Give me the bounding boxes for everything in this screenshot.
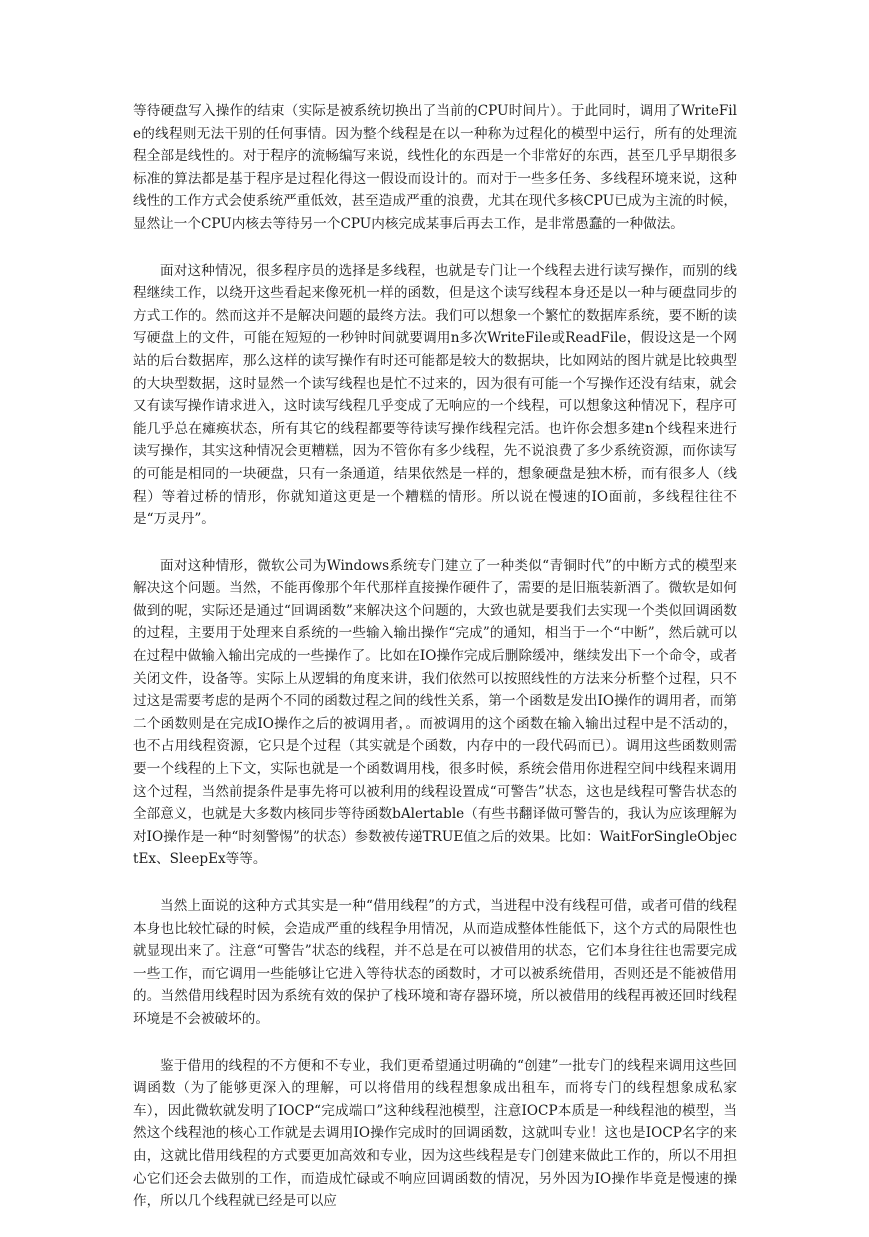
paragraph-2: 面对这种情况，很多程序员的选择是多线程，也就是专门让一个线程去进行读写操作，而别的线程继续工作，以绕开这些看起来像死机一样的函数，但是这个读写线程本身还是以一种与硬盘同步的方式工作的。然而这并不是解决问题的最终方法。我们可以想象一个繁忙的数据库系统，要不断的读写硬盘上的文件，可能在短短的一秒钟时间就要调用n多次WriteFile或ReadFile，假设这是一个网站的后台数据库，那么这样的读写操作有时还可能都是较大的数据块，比如网站的图片就是比较典型的大块型数据，这时显然一个读写线程也是忙不过来的，因为很有可能一个写操作还没有结束，就会又有读写操作请求进入，这时读写线程几乎变成了无响应的一个线程，可以想象这种情况下，程序可能几乎总在瘫痪状态，所有其它的线程都要等待读写操作线程完活。也许你会想多建n个线程来进行读写操作，其实这种情况会更糟糕，因为不管你有多少线程，先不说浪费了多少系统资源，而你读写的可能是相同的一块硬盘，只有一条通道，结果依然是一样的，想象硬盘是独木桥，而有很多人（线程）等着过桥的情形，你就知道这更是一个糟糕的情形。所以说在慢速的IO面前，多线程往往不是“万灵丹”。 — [133, 262, 737, 528]
paragraph-1: 等待硬盘写入操作的结束（实际是被系统切换出了当前的CPU时间片）。于此同时，调用了WriteFile的线程则无法干别的任何事情。因为整个线程是在以一种称为过程化的模型中运行，所有的处理流程全部是线性的。对于程序的流畅编写来说，线性化的东西是一个非常好的东西，甚至几乎早期很多标准的算法都是基于程序是过程化得这一假设而设计的。而对于一些多任务、多线程环境来说，这种线性的工作方式会使系统严重低效，甚至造成严重的浪费，尤其在现代多核CPU已成为主流的时候，显然让一个CPU内核去等待另一个CPU内核完成某事后再去工作，是非常愚蠢的一种做法。 — [133, 103, 737, 232]
document-body — [133, 100, 737, 1237]
paragraph-4: 当然上面说的这种方式其实是一种“借用线程”的方式，当进程中没有线程可借，或者可借的线程本身也比较忙碌的时候，会造成严重的线程争用情况，从而造成整体性能低下，这个方式的局限性也就显现出来了。注意“可警告”状态的线程，并不总是在可以被借用的状态，它们本身往往也需要完成一些工作，而它调用一些能够让它进入等待状态的函数时，才可以被系统借用，否则还是不能被借用的。当然借用线程时因为系统有效的保护了栈环境和寄存器环境，所以被借用的线程再被还回时线程环境是不会被破坏的。 — [133, 898, 737, 1027]
paragraph-5: 鉴于借用的线程的不方便和不专业，我们更希望通过明确的“创建”一批专门的线程来调用这些回调函数（为了能够更深入的理解，可以将借用的线程想象成出租车，而将专门的线程想象成私家车），因此微软就发明了IOCP“完成端口”这种线程池模型，注意IOCP本质是一种线程池的模型，当然这个线程池的核心工作就是去调用IO操作完成时的回调函数，这就叫专业！这也是IOCP名字的来由，这就比借用线程的方式要更加高效和专业，因为这些线程是专门创建来做此工作的，所以不用担心它们还会去做别的工作，而造成忙碌或不响应回调函数的情况，另外因为IO操作毕竟是慢速的操作，所以几个线程就已经是可以应 — [133, 1057, 737, 1210]
paragraph-3: 面对这种情形，微软公司为Windows系统专门建立了一种类似“青铜时代”的中断方式的模型来解决这个问题。当然，不能再像那个年代那样直接操作硬件了，需要的是旧瓶装新酒了。微软是如何做到的呢，实际还是通过“回调函数”来解决这个问题的，大致也就是要我们去实现一个类似回调函数的过程，主要用于处理来自系统的一些输入输出操作“完成”的通知，相当于一个“中断”，然后就可以在过程中做输入输出完成的一些操作了。比如在IO操作完成后删除缓冲，继续发出下一个命令，或者关闭文件，设备等。实际上从逻辑的角度来讲，我们依然可以按照线性的方法来分析整个过程，只不过这是需要考虑的是两个不同的函数过程之间的线性关系，第一个函数是发出IO操作的调用者，而第二个函数则是在完成IO操作之后的被调用者，。而被调用的这个函数在输入输出过程中是不活动的，也不占用线程资源，它只是个过程（其实就是个函数，内存中的一段代码而已）。调用这些函数则需要一个线程的上下文，实际也就是一个函数调用栈，很多时候，系统会借用你进程空间中线程来调用这个过程，当然前提条件是事先将可以被利用的线程设置成“可警告”状态，这也是线程可警告状态的全部意义，也就是大多数内核同步等待函数bAlertable（有些书翻译做可警告的，我认为应该理解为对IO操作是一种“时刻警惕”的状态）参数被传递TRUE值之后的效果。比如：WaitForSingleObjectEx、SleepEx等等。 — [133, 557, 737, 868]
